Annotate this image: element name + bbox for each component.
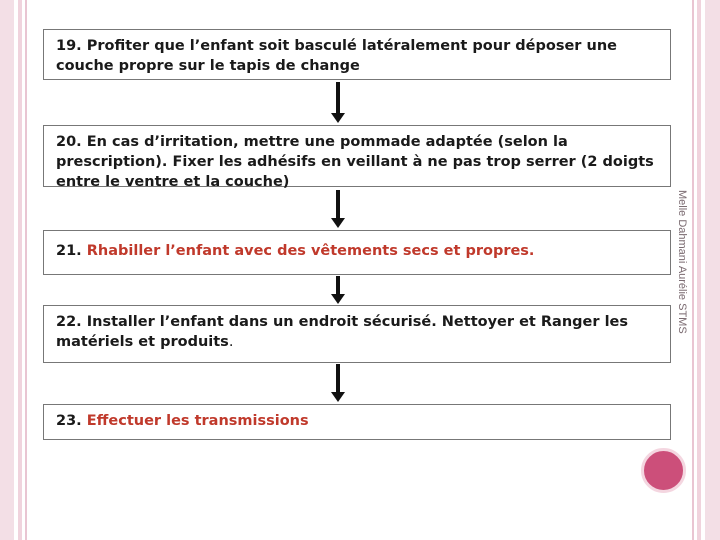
step-text: Profiter que l’enfant soit basculé latéralement pour déposer une couche propre sur le tapis de change [56,38,617,74]
down-arrow-icon [331,190,345,228]
step-number: 21. [56,243,82,259]
step-text: Effectuer les transmissions [81,413,309,429]
step-number: 23. [56,413,82,429]
right-decorative-stripe [686,0,720,540]
step-text: Rhabiller l’enfant avec des vêtements secs et propres. [81,243,535,259]
step-22-box [43,305,671,363]
decorative-circle [641,448,686,493]
step-number: 22. [56,314,82,330]
step-number: 19. [56,38,82,54]
down-arrow-icon [331,364,345,402]
step-text: Installer l’enfant dans un endroit sécurisé. Nettoyer et Ranger les matériels et produits [56,314,629,350]
step-text: En cas d’irritation, mettre une pommade adaptée (selon la prescription). Fixer les adhésifs en veillant à ne pas trop serrer (2 doigts entre le ventre et la couche) [56,134,654,190]
step-21-box [43,230,671,275]
down-arrow-icon [331,276,345,304]
down-arrow-icon [331,82,345,123]
step-number: 20. [56,134,82,150]
left-decorative-stripe [0,0,34,540]
step-19-box [43,29,671,80]
author-credit: Melle Dahmani Aurélie STMS [676,190,688,334]
step-23-box [43,404,671,440]
step-suffix: . [228,334,234,350]
step-20-box [43,125,671,190]
